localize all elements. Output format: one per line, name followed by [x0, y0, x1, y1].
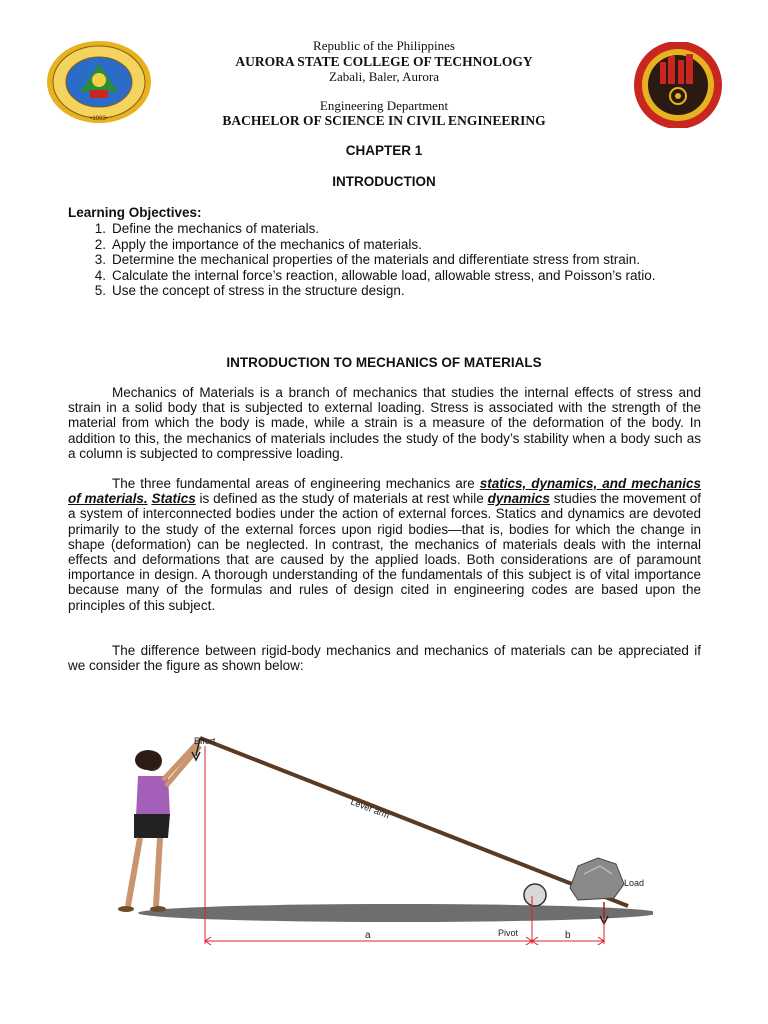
- lever-figure: [108, 716, 653, 956]
- dimension-b-label: b: [565, 930, 571, 941]
- paragraph-1: Mechanics of Materials is a branch of mechanics that studies the internal effects of stress and strain in a solid body that is subjected to external loading. Stress is associated with the strength of the material from which the body is made, while a strain is a measure of the deformation of the body. In addition to this, the mechanics of materials includes the study of the body’s stability when a body such as a column is subjected to compressive loading.: [68, 385, 701, 461]
- intro-title: INTRODUCTION: [332, 174, 436, 189]
- person-illustration: [118, 740, 200, 912]
- chapter-title: CHAPTER 1: [345, 143, 423, 158]
- objectives-list: [68, 221, 708, 299]
- list-item: 1. Define the mechanics of materials.: [94, 221, 320, 236]
- ground-shadow: [138, 904, 653, 922]
- paragraph-3: The difference between rigid-body mechanics and mechanics of materials can be appreciated if we consider the figure as shown below:: [68, 643, 701, 674]
- header-college: AURORA STATE COLLEGE OF TECHNOLOGY: [235, 53, 533, 69]
- svg-text:•1993•: •1993•: [90, 116, 108, 122]
- document-header: [0, 38, 768, 129]
- list-item: 5. Use the concept of stress in the structure design.: [94, 283, 405, 298]
- dimension-a-label: a: [365, 930, 371, 941]
- header-program: BACHELOR OF SCIENCE IN CIVIL ENGINEERING: [222, 113, 546, 128]
- list-item: 3. Determine the mechanical properties of the materials and differentiate stress from strain.: [94, 252, 640, 267]
- pivot-label: Pivot: [498, 928, 519, 938]
- header-address: Zabali, Baler, Aurora: [329, 69, 439, 84]
- lever-label: Lever arm: [349, 796, 391, 821]
- header-republic: Republic of the Philippines: [313, 38, 455, 53]
- load-label: Load: [624, 878, 645, 888]
- lever-arm: [200, 738, 628, 906]
- load-rock: [570, 858, 624, 900]
- section-title: INTRODUCTION TO MECHANICS OF MATERIALS: [226, 355, 542, 370]
- list-item: 4. Calculate the internal force’s reaction, allowable load, allowable stress, and Poisson’s ratio.: [94, 267, 656, 283]
- paragraph-2: The three fundamental areas of engineering mechanics are statics, dynamics, and mechanics of materials. Statics is defined as the study of materials at rest while dynamics studies the movement of a system of interconnected bodies under the action of external forces. Statics and dynamics are devoted primarily to the study of the external forces upon rigid bodies—that is, bodies for which the change in shape (deformation) can be neglected. In contrast, the mechanics of materials deals with the internal effects and deformations that are caused by the applied loads. Both considerations are of paramount importance in design. A thorough understanding of the fundamentals of this subject is of vital importance because many of the formulas and rules of design cited in engineering codes are based upon the principles of this subject.: [68, 476, 702, 613]
- effort-label: Effort: [194, 736, 216, 746]
- pivot-ball: [524, 884, 546, 906]
- objectives-title: Learning Objectives:: [68, 205, 202, 220]
- list-item: 2. Apply the importance of the mechanics of materials.: [94, 236, 422, 252]
- header-department: Engineering Department: [319, 97, 449, 113]
